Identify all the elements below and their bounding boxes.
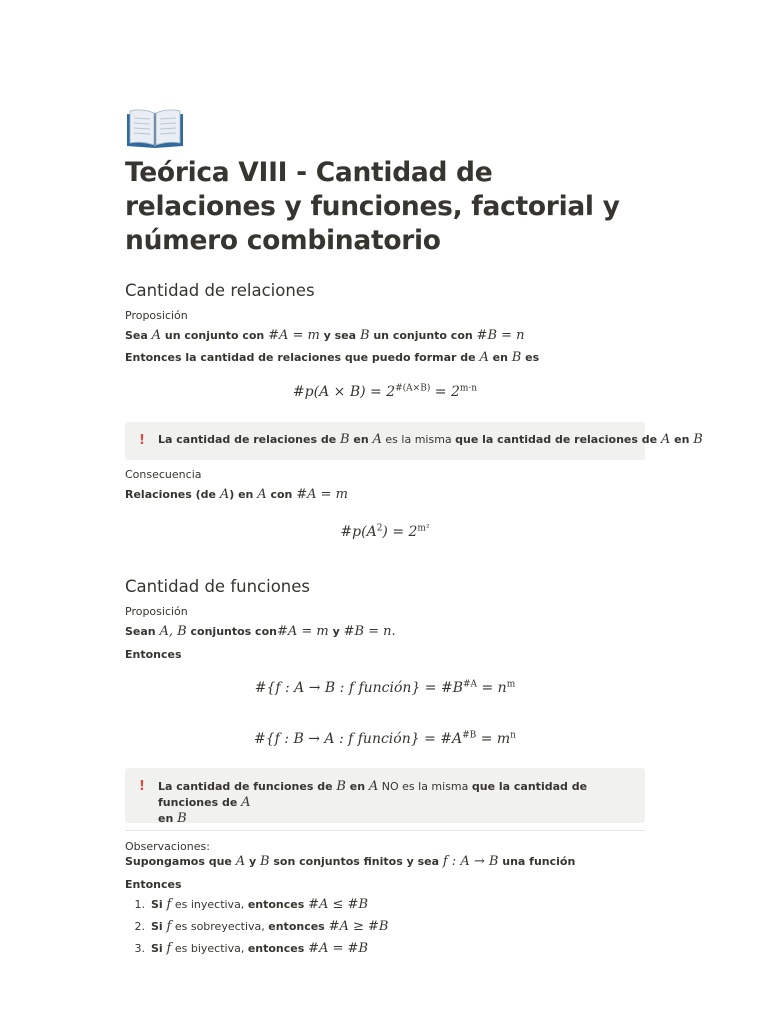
text-line: Entonces la cantidad de relaciones que puedo formar de A en B es — [125, 350, 540, 365]
open-book-icon — [125, 108, 185, 150]
equation: #{f : A → B : f función} = $\#B^{\#A} = n^m$ — [254, 679, 516, 696]
text-line: Supongamos que A y B son conjuntos finitos y sea f : A → B una función — [125, 854, 576, 869]
section-heading-funciones: Cantidad de funciones — [125, 577, 310, 596]
text-line: Entonces — [125, 648, 182, 661]
text-line: Sea A un conjunto con #A = m y sea B un conjunto con #B = n — [125, 328, 525, 343]
section-heading-relaciones: Cantidad de relaciones — [125, 281, 315, 300]
equation: $\#p(A^2) = 2^{m^2}$ — [340, 523, 430, 540]
alert-icon: ! — [139, 433, 145, 448]
page-title: Teórica VIII - Cantidad de relaciones y funciones, factorial y número combinatorio — [125, 157, 620, 256]
callout — [125, 422, 703, 460]
proposition-label: Proposición — [125, 309, 188, 322]
list-item: 2. Si f es sobreyectiva, entonces #A ≥ #B — [134, 919, 389, 934]
callout — [125, 768, 645, 826]
consequence-label: Consecuencia — [125, 468, 202, 481]
observations-label: Observaciones: — [125, 840, 210, 853]
callout-text: La cantidad de relaciones de B en A es la misma que la cantidad de relaciones de A en B — [158, 432, 703, 447]
callout-text: La cantidad de funciones de B en A NO es la misma que la cantidad de funciones de A en B — [158, 779, 588, 826]
list-item: 3. Si f es biyectiva, entonces #A = #B — [134, 941, 368, 956]
text-line: Relaciones (de A) en A con #A = m — [125, 487, 348, 502]
numbered-list — [125, 897, 388, 963]
list-item: 1. Si f es inyectiva, entonces #A ≤ #B — [134, 897, 368, 912]
divider — [125, 830, 645, 831]
text-line: Sean A, B conjuntos con#A = m y #B = n. — [125, 624, 396, 639]
equation: #p(A × $B) = 2^{\#(A\times B)} = 2^{m\cdot n}$ — [292, 383, 478, 400]
text-line: Entonces — [125, 878, 182, 891]
proposition-label: Proposición — [125, 605, 188, 618]
alert-icon: ! — [139, 779, 145, 794]
equation: #{f : B → A : f función} = $\#A^{\#B} = m^n$ — [254, 730, 516, 747]
